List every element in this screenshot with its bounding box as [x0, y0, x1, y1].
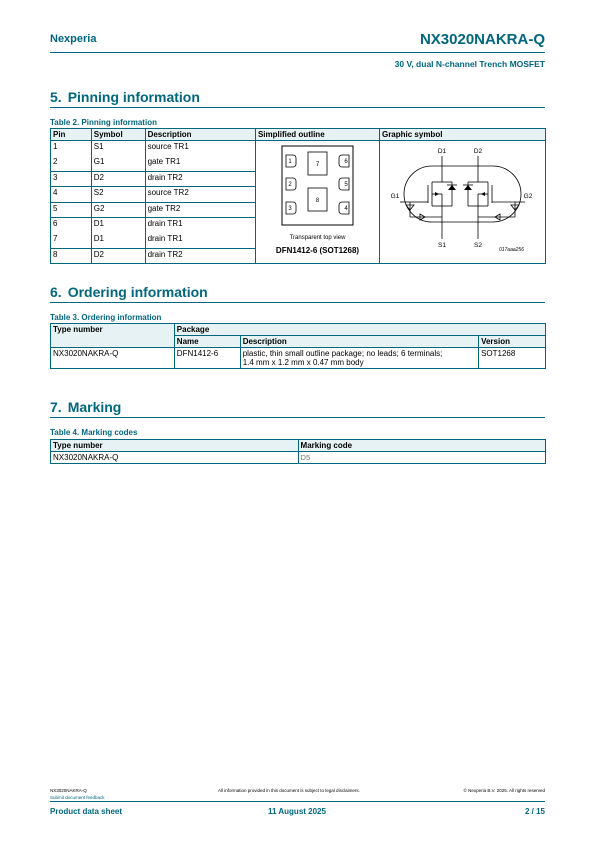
package-outline — [404, 166, 521, 222]
header-rule — [50, 52, 545, 53]
marking-table — [50, 439, 546, 464]
col-header-type-number: Type number — [51, 324, 175, 348]
col-header-type-number: Type number — [51, 440, 299, 452]
outline-cell — [255, 141, 379, 264]
pin-label: 2 — [288, 182, 292, 188]
cell-symbol: G2 — [91, 202, 145, 217]
cell-symbol: D1 — [91, 233, 145, 248]
cell-symbol: S1 — [91, 141, 145, 156]
section-title: Ordering information — [67, 284, 208, 300]
cell-description: source TR1 — [145, 141, 255, 156]
label-d2: D2 — [473, 148, 483, 155]
col-header-package: Package — [174, 324, 545, 336]
cell-pin: 1 — [51, 141, 92, 156]
cell-description: gate TR2 — [145, 202, 255, 217]
description-line: 1.4 mm x 1.2 mm x 0.47 mm body — [242, 358, 364, 367]
cell-description: source TR2 — [145, 187, 255, 202]
label-d1: D1 — [437, 148, 447, 155]
mosfet-symbol-diagram — [380, 141, 545, 261]
table-header-row — [51, 440, 546, 452]
pin-label: 5 — [344, 182, 348, 188]
footer-doc-id: NX3020NAKRA-Q — [50, 788, 87, 793]
cell-description: drain TR2 — [145, 171, 255, 186]
cell-symbol: D1 — [91, 217, 145, 232]
package-label: DFN1412-6 (SOT1268) — [275, 246, 360, 255]
cell-pin: 5 — [51, 202, 92, 217]
figure-ref: 017aaa256 — [498, 247, 524, 253]
section-number: 7. — [50, 399, 62, 415]
cell-description: drain TR1 — [145, 233, 255, 248]
footer-copyright: © Nexperia B.V. 2025. All rights reserved — [463, 788, 545, 793]
cell-type-number: NX3020NAKRA-Q — [51, 348, 175, 369]
table-header-row — [51, 324, 546, 336]
tr1-body-diode — [448, 185, 456, 190]
footer-rule — [50, 801, 545, 802]
section-title: Marking — [67, 399, 122, 415]
table3-caption: Table 3. Ordering information — [50, 313, 162, 322]
col-header-description: Description — [240, 336, 478, 348]
section-rule — [50, 107, 545, 108]
section-rule — [50, 302, 545, 303]
col-header-outline: Simplified outline — [255, 129, 379, 141]
pin-label: 8 — [315, 198, 320, 204]
col-header-name: Name — [174, 336, 240, 348]
section-pinning-heading — [50, 89, 200, 105]
cell-pin: 7 — [51, 233, 92, 248]
cell-description: drain TR2 — [145, 248, 255, 263]
footer-disclaimer: All information provided in this document is subject to legal disclaimers. — [218, 788, 360, 793]
label-g2: G2 — [523, 193, 533, 200]
cell-description — [240, 348, 478, 369]
cell-version: SOT1268 — [479, 348, 546, 369]
label-s1: S1 — [437, 242, 446, 249]
cell-pin: 2 — [51, 156, 92, 171]
cell-type-number: NX3020NAKRA-Q — [51, 452, 299, 464]
package-outline-diagram — [256, 141, 379, 261]
cell-symbol: S2 — [91, 187, 145, 202]
table-row — [51, 348, 546, 369]
tr1-arrow — [435, 192, 439, 196]
cell-symbol: D2 — [91, 171, 145, 186]
col-header-graphic-symbol: Graphic symbol — [379, 129, 545, 141]
footer-doc-type: Product data sheet — [50, 807, 123, 816]
package-body — [282, 146, 353, 225]
graphic-symbol-cell — [379, 141, 545, 264]
section-marking-heading — [50, 399, 121, 415]
col-header-pin: Pin — [51, 129, 92, 141]
table-row — [51, 141, 546, 156]
pin-label: 7 — [315, 162, 320, 168]
pinning-table — [50, 128, 546, 264]
tr2-arrow — [481, 192, 485, 196]
section-number: 6. — [50, 284, 62, 300]
cell-name: DFN1412-6 — [174, 348, 240, 369]
view-label: Transparent top view — [289, 235, 346, 241]
cell-pin: 6 — [51, 217, 92, 232]
table-row — [51, 452, 546, 464]
feedback-link[interactable]: Submit document feedback — [50, 795, 105, 800]
cell-pin: 4 — [51, 187, 92, 202]
cell-marking-code: D5 — [298, 452, 545, 464]
product-subtitle: 30 V, dual N-channel Trench MOSFET — [394, 59, 545, 69]
cell-description: drain TR1 — [145, 217, 255, 232]
footer-page-number: 2 / 15 — [524, 807, 545, 816]
section-number: 5. — [50, 89, 62, 105]
col-header-marking-code: Marking code — [298, 440, 545, 452]
footer-date: 11 August 2025 — [268, 807, 326, 816]
table-header-row — [51, 129, 546, 141]
cell-pin: 8 — [51, 248, 92, 263]
cell-pin: 3 — [51, 171, 92, 186]
pin-label: 3 — [288, 206, 292, 212]
table4-caption: Table 4. Marking codes — [50, 428, 138, 437]
pin-label: 1 — [288, 159, 292, 165]
col-header-version: Version — [479, 336, 546, 348]
pin-label: 4 — [344, 206, 348, 212]
table2-caption: Table 2. Pinning information — [50, 118, 157, 127]
brand-name: Nexperia — [50, 33, 97, 45]
section-ordering-heading — [50, 284, 208, 300]
section-rule — [50, 417, 545, 418]
label-g1: G1 — [390, 193, 400, 200]
cell-symbol: G1 — [91, 156, 145, 171]
pin-label: 6 — [344, 159, 348, 165]
tr2-body-diode — [464, 185, 472, 190]
cell-symbol: D2 — [91, 248, 145, 263]
col-header-description: Description — [145, 129, 255, 141]
label-s2: S2 — [473, 242, 482, 249]
ordering-table — [50, 323, 546, 369]
cell-description: gate TR1 — [145, 156, 255, 171]
product-title: NX3020NAKRA-Q — [419, 31, 545, 48]
col-header-symbol: Symbol — [91, 129, 145, 141]
description-line: plastic, thin small outline package; no leads; 6 terminals; — [242, 349, 443, 358]
section-title: Pinning information — [67, 89, 200, 105]
